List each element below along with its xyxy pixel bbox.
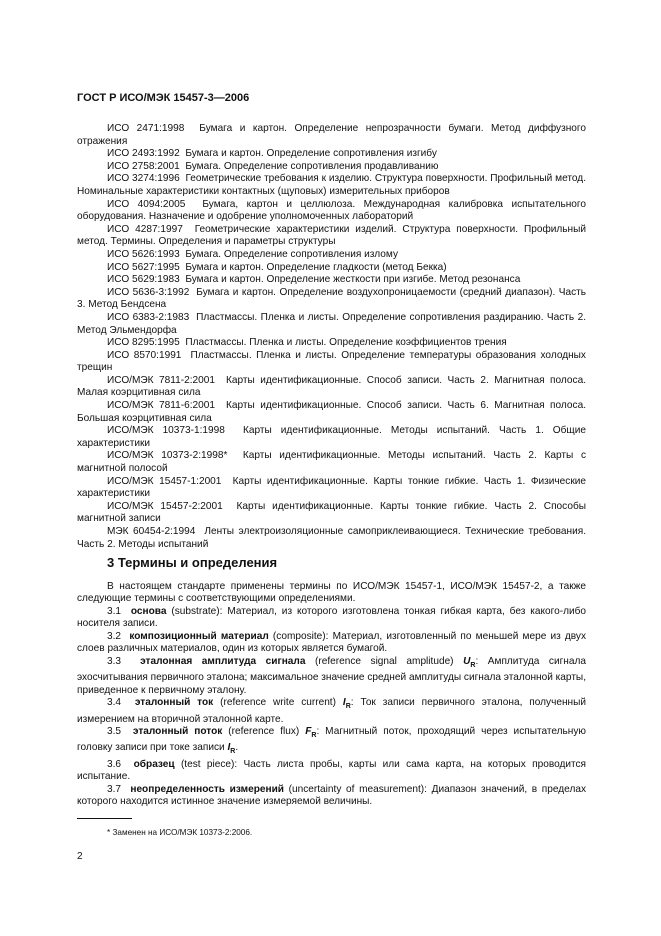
- reference-code: ИСО/МЭК 10373-1:1998: [107, 425, 225, 437]
- reference-code: МЭК 60454-2:1994: [107, 526, 196, 537]
- reference-code: ИСО 2493:1992: [107, 148, 180, 160]
- definition-number: 3.3: [107, 655, 122, 667]
- reference-code: ИСО 3274:1996: [107, 173, 180, 185]
- definition-term: основа: [130, 605, 167, 617]
- reference-title: Карты идентификационные. Карты тонкие гибкие. Часть 1. Физические характеристики: [77, 475, 586, 500]
- definition-item: [77, 631, 586, 656]
- reference-title: Карты идентификационные. Методы испытаний. Часть 1. Общие характеристики: [77, 425, 586, 449]
- reference-item: [77, 199, 586, 224]
- reference-item: [77, 476, 586, 501]
- definition-text: Часть листа пробы, карты или сама карта, на которых проводится испытание.: [77, 758, 587, 783]
- definition-item: [77, 784, 586, 809]
- definition-number: 3.7: [107, 783, 122, 795]
- reference-code: ИСО/МЭК 15457-1:2001: [107, 475, 222, 487]
- symbol-letter: I: [342, 697, 346, 709]
- definition-text: Материал, изготовленный по меньшей мере из двух слоев различных материалов, один из которых является бумагой.: [77, 630, 586, 655]
- definition-english: (reference signal amplitude): [314, 655, 454, 667]
- definition-term: эталонный поток: [132, 726, 223, 738]
- reference-title: Бумага и картон. Определение сопротивления изгибу: [185, 148, 437, 160]
- symbol-subscript: R: [230, 748, 236, 756]
- reference-item: [77, 337, 586, 350]
- reference-item: [77, 173, 586, 198]
- reference-code: ИСО 4287:1997: [107, 223, 183, 235]
- reference-item: [77, 224, 586, 249]
- definition-number: 3.6: [107, 758, 122, 770]
- reference-code: ИСО 5636-3:1992: [107, 286, 190, 298]
- reference-code: ИСО 5626:1993: [107, 248, 180, 260]
- definition-text: : Ток записи первичного эталона, полученный измерением на вторичной эталонной карте.: [77, 697, 587, 725]
- reference-item: [77, 312, 586, 337]
- definition-item: [77, 656, 586, 697]
- definition-item: [77, 726, 586, 759]
- reference-code: ИСО 5629:1983: [107, 274, 180, 286]
- definition-term: эталонная амплитуда сигнала: [140, 655, 306, 667]
- reference-code: ИСО/МЭК 7811-2:2001: [107, 374, 215, 386]
- reference-item: [77, 425, 586, 450]
- reference-title: Геометрические требования к изделию. Структура поверхности. Профильный метод. Номинальные характеристики контактных (щуповых) измерительных приборов: [77, 173, 586, 197]
- section-heading: 3 Термины и определения: [107, 555, 278, 570]
- footnote-divider: [77, 818, 132, 819]
- definition-text: : Амплитуда сигнала эхосчитывания первичного эталона; максимальное значение средней амплитуды сигнала эталонной карты, приведенное к первичному эталону.: [77, 655, 586, 696]
- reference-title: Карты идентификационные. Методы испытаний. Часть 2. Карты с магнитной полосой: [77, 450, 587, 475]
- reference-code: ИСО 4094:2005: [107, 198, 186, 210]
- document-header: ГОСТ Р ИСО/МЭК 15457-3—2006: [77, 92, 250, 104]
- symbol-subscript: R: [470, 661, 476, 669]
- definition-english: (composite):: [272, 630, 329, 642]
- definition-term: неопределенность измерений: [130, 783, 284, 795]
- reference-code: ИСО 2471:1998: [107, 123, 185, 134]
- definition-english: (reference write current): [220, 697, 336, 709]
- reference-code: ИСО/МЭК 10373-2:1998*: [107, 450, 228, 462]
- reference-title: Карты идентификационные. Способ записи. Часть 6. Магнитная полоса. Большая коэрцитивная сила: [77, 400, 586, 424]
- reference-title: Карты идентификационные. Способ записи. Часть 2. Магнитная полоса. Малая коэрцитивная сила: [77, 374, 586, 399]
- reference-title: Бумага и картон. Определение непрозрачности бумаги. Метод диффузного отражения: [77, 123, 586, 147]
- definition-number: 3.5: [107, 726, 122, 738]
- reference-title: Пластмассы. Пленка и листы. Определение сопротивления раздиранию. Часть 2. Метод Эльмендорфа: [77, 311, 587, 336]
- symbol-letter: U: [463, 655, 471, 667]
- definition-number: 3.2: [107, 630, 122, 642]
- definition-end: .: [235, 742, 239, 754]
- reference-item: [77, 274, 586, 287]
- reference-code: ИСО 8570:1991: [107, 349, 182, 361]
- section-terms-body: [77, 581, 586, 809]
- reference-item: [77, 148, 586, 161]
- page-number: 2: [77, 851, 83, 862]
- reference-item: [77, 161, 586, 174]
- reference-item: [77, 400, 586, 425]
- symbol-subscript: R: [345, 703, 351, 711]
- reference-item: [77, 123, 586, 148]
- reference-code: ИСО/МЭК 7811-6:2001: [107, 400, 215, 412]
- definition-english: (uncertainty of measurement):: [288, 783, 427, 795]
- definition-english: (substrate):: [171, 605, 223, 617]
- reference-title: Бумага, картон и целлюлоза. Международная калибровка испытательного оборудования. Назначение и одобрение уполномоченных лабораторий: [77, 198, 586, 223]
- reference-title: Бумага и картон. Определение жесткости при изгибе. Метод резонанса: [185, 274, 521, 286]
- reference-title: Бумага. Определение сопротивления продавливанию: [185, 160, 439, 172]
- reference-item: [77, 262, 586, 275]
- reference-item: [77, 501, 586, 526]
- reference-item: [77, 350, 586, 375]
- reference-item: [77, 249, 586, 262]
- definition-term: образец: [133, 758, 175, 770]
- reference-code: ИСО 2758:2001: [107, 160, 180, 172]
- reference-title: Пластмассы. Пленка и листы. Определение температуры образования холодных трещин: [77, 349, 586, 374]
- normative-references-list: [77, 123, 586, 551]
- reference-item: [77, 287, 586, 312]
- reference-title: Пластмассы. Пленка и листы. Определение коэффициентов трения: [185, 337, 507, 349]
- reference-title: Бумага. Определение сопротивления излому: [185, 248, 398, 260]
- reference-title: Бумага и картон. Определение воздухопроницаемости (средний диапазон). Часть 3. Метод Бендсена: [77, 286, 586, 311]
- definition-symbol: [342, 697, 351, 711]
- reference-title: Ленты электроизоляционные самоприклеивающиеся. Технические требования. Часть 2. Методы испытаний: [77, 526, 586, 550]
- reference-title: Карты идентификационные. Карты тонкие гибкие. Часть 2. Способы магнитной записи: [77, 500, 586, 525]
- definition-item: [77, 697, 586, 726]
- reference-item: [77, 526, 586, 551]
- reference-code: ИСО/МЭК 15457-2:2001: [107, 500, 223, 512]
- symbol-letter: F: [305, 726, 312, 738]
- definition-item: [77, 759, 586, 784]
- symbol-letter: I: [227, 742, 231, 754]
- footnote: * Заменен на ИСО/МЭК 10373-2:2006.: [107, 828, 253, 837]
- reference-code: ИСО 6383-2:1983: [107, 311, 190, 323]
- section-intro: В настоящем стандарте применены термины по ИСО/МЭК 15457-1, ИСО/МЭК 15457-2, а также следующие термины с соответствующими определениями.: [77, 581, 586, 605]
- reference-title: Геометрические характеристики изделий. Структура поверхности. Профильный метод. Термины. Определения и параметры структуры: [77, 223, 586, 248]
- symbol-subscript: R: [311, 732, 317, 740]
- definition-item: [77, 606, 586, 631]
- reference-item: [77, 450, 586, 475]
- reference-code: ИСО 8295:1995: [107, 337, 180, 349]
- reference-item: [77, 375, 586, 400]
- definitions-list: [77, 606, 586, 809]
- definition-symbol: [305, 726, 317, 740]
- definition-symbol: [463, 656, 475, 667]
- definition-text: Материал, из которого изготовлена тонкая гибкая карта, без какого-либо носителя записи.: [77, 605, 587, 630]
- definition-number: 3.1: [107, 605, 122, 617]
- definition-english: (test piece):: [180, 758, 238, 770]
- definition-text: : Магнитный поток, проходящий через испытательную головку записи при токе записи: [77, 726, 586, 754]
- definition-term: эталонный ток: [134, 697, 214, 709]
- definition-term: композиционный материал: [129, 630, 269, 642]
- reference-title: Бумага и картон. Определение гладкости (метод Бекка): [185, 261, 447, 273]
- definition-number: 3.4: [107, 697, 122, 709]
- reference-code: ИСО 5627:1995: [107, 261, 180, 273]
- definition-english: (reference flux): [228, 726, 300, 738]
- definition-text: Диапазон значений, в пределах которого находится истинное значение измеряемой величины.: [77, 783, 586, 808]
